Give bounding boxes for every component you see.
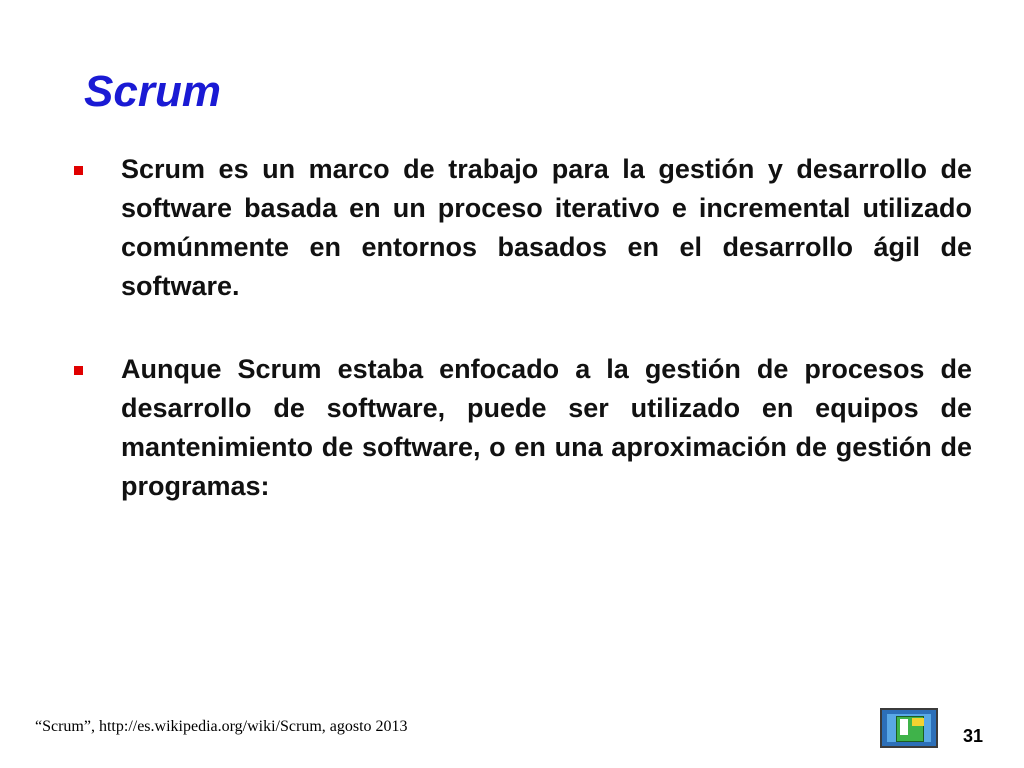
square-bullet-icon — [74, 366, 83, 375]
slide-title: Scrum — [84, 67, 221, 116]
bullet-list — [72, 150, 972, 550]
logo-flag — [912, 718, 924, 726]
bullet-item — [72, 350, 972, 506]
citation: “Scrum”, http://es.wikipedia.org/wiki/Scrum, agosto 2013 — [35, 718, 408, 735]
bullet-item — [72, 150, 972, 306]
bullet-text: Aunque Scrum estaba enfocado a la gestión de procesos de desarrollo de software, puede ser utilizado en equipos de mantenimiento de software, o en una aproximación de gestión de programas: — [121, 354, 972, 501]
bullet-text: Scrum es un marco de trabajo para la gestión y desarrollo de software basada en un proceso iterativo e incremental utilizado comúnmente en entornos basados en el desarrollo ágil de software. — [121, 154, 972, 301]
page-number: 31 — [963, 726, 984, 746]
logo-icon — [880, 708, 938, 748]
logo-mark — [900, 719, 908, 735]
square-bullet-icon — [74, 166, 83, 175]
